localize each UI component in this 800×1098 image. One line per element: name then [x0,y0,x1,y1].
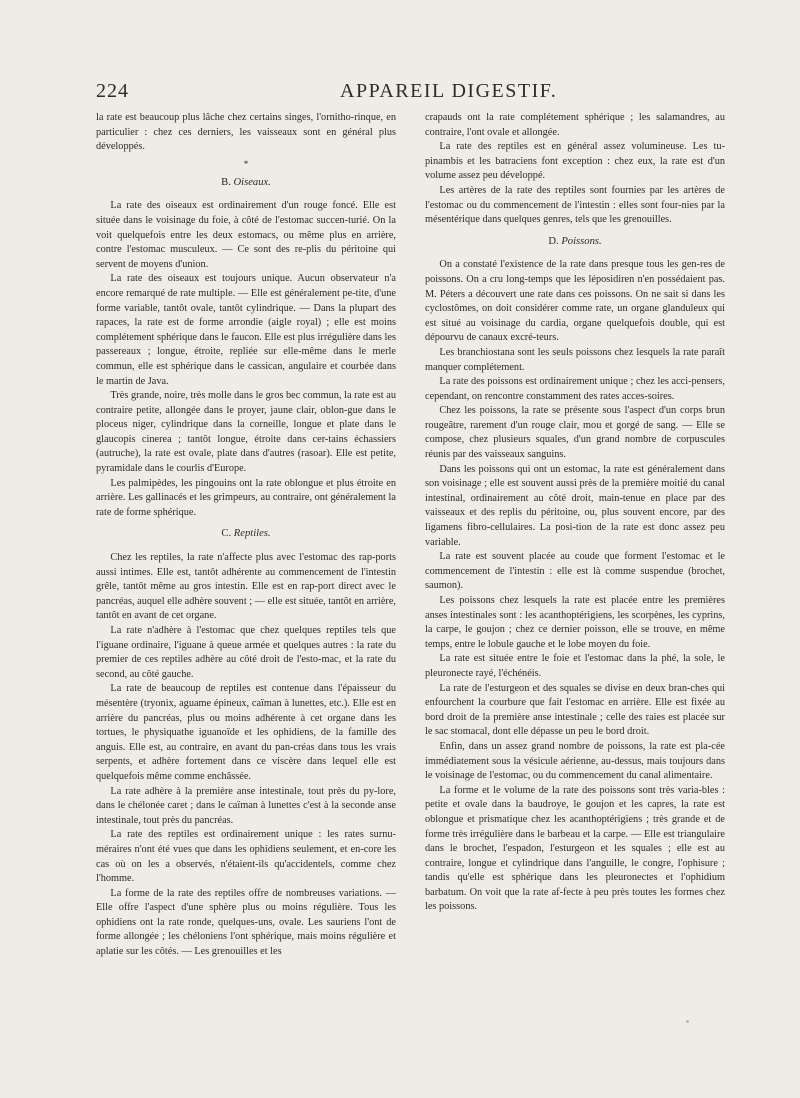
paragraph: La rate de beaucoup de reptiles est contenue dans l'épaisseur du mésentère (tryonix, aguame épineux, caïman à lunettes, etc.). Elle est en arrière du pancréas, plus ou moins adhérente à cet organe dans les tortues, le physiquathe iguanoïde et les ophidiens, de la famille des anguis. Elle est, au contraire, en avant du pan-créas dans tous les vrais serpents, et adhère fortement dans ce viscère dans lequel elle est quelquefois même comme enchâssée. [96,683,396,782]
paragraph: Chez les poissons, la rate se présente sous l'aspect d'un corps brun rougeâtre, rarement d'un rouge clair, mou et gorgé de sang. — Elle se compose, chez plusieurs squales, d'un grand nombre de corpuscules réunis par des vaisseaux sanguins. [425,405,725,461]
section-letter: C. [221,528,232,540]
section-name: Reptiles. [233,528,271,540]
paragraph: La rate est située entre le foie et l'estomac dans la phé, la sole, le pleuronecte rayé, l'échénéis. [425,653,725,679]
paragraph: Dans les poissons qui ont un estomac, la rate est généralement dans son voisinage ; elle est souvent aussi près de la première moitié du canal intestinal, ordinairement au côté droit, main-tenue en place par des vaisseaux et des replis du péritoine, ou, plus souvent encore, par des ligamens fibro-cellulaires. La posi-tion de la rate est donc assez peu variable. [425,463,725,548]
paragraph: La rate adhère à la première anse intestinale, tout près du py-lore, dans le chélonée caret ; dans le caïman à lunettes c'est à la seconde anse intestinale, tout près du pancréas. [96,785,396,826]
section-heading-poissons [425,235,725,250]
section-name: Oiseaux. [233,176,271,188]
paragraph: La rate des oiseaux est ordinairement d'un rouge foncé. Elle est située dans le voisinage du foie, à côté de l'estomac succen-turié. On la voit quelquefois entre les deux estomacs, ou même plus en arrière, contre l'estomac musculeux. — Ce sont des re-plis du péritoine qui servent de moyens d'union. [96,200,396,270]
paragraph: Les poissons chez lesquels la rate est placée entre les premières anses intestinales sont : les acanthoptérigiens, les scorpènes, les cyprins, la carpe, le goujon ; chez ce dernier poisson, elle se trouve, en même temps, entre le lobule gauche et le lobe moyen du foie. [425,595,725,650]
right-column [425,111,725,915]
paragraph: La rate des oiseaux est toujours unique. Aucun observateur n'a encore remarqué de rate multiple. — Elle est généralement pe-tite, d'une forme variable, tantôt ovale, tantôt cylindrique. — Dans la plupart des rapaces, la rate est de forme arrondie (aigle royal) ; elle est moins complétement sphérique dans le faucon. Elle est plus irrégulière dans les passereaux ; longue, étroite, repliée sur elle-même dans le merle commun, elle est sphérique dans le cassican, angulaire et courbée dans le martin de Java. [96,273,396,387]
paragraph: La forme de la rate des reptiles offre de nombreuses variations. — Elle offre l'aspect d'une sphère plus ou moins régulière. Tous les ophidiens ont la rate ronde, quelques-uns, ovale. Les sauriens l'ont de forme allongée ; les chéloniens l'ont sphérique, mais moins régulière et aplatie sur les côtés. — Les grenouilles et les [96,887,396,958]
running-title: APPAREIL DIGESTIF. [340,80,558,102]
paragraph: La rate n'adhère à l'estomac que chez quelques reptiles tels que l'iguane ordinaire, l'iguane à queue armée et quelques autres : la rate du premier de ces reptiles adhère au côté droit de l'esto-mac, et la rate du second, au côté gauche. [96,625,396,680]
paragraph: Les palmipèdes, les pingouins ont la rate oblongue et plus étroite en arrière. Les gallinacés et les grimpeurs, au contraire, ont généralement la rate de forme sphérique. [96,477,396,518]
section-letter: D. [548,235,559,247]
section-heading-reptiles [96,527,396,542]
paragraph: Très grande, noire, très molle dans le gros bec commun, la rate est au contraire petite, allongée dans le proyer, jaune clair, oblon-gue dans le ploceus niger, cylindrique dans la corneille, longue et plate dans le glaucopis cinerea ; tantôt longue, étroite dans cer-tains échassiers (autruche), la rate est ovale, plate dans d'autres (rasoar). Elle est petite, pyramidale dans le courlis d'Europe. [96,390,396,475]
paragraph: La rate de l'esturgeon et des squales se divise en deux bran-ches qui enfourchent la courbure que fait l'estomac en arrière. Elle est fixée au bord droit de la première anse intestinale ; celle des raies est placée sur le sac stomacal, dont elle dépasse un peu le bord droit. [425,682,725,738]
section-heading-oiseaux [96,176,396,191]
paragraph: Chez les reptiles, la rate n'affecte plus avec l'estomac des rap-ports aussi intimes. Elle est, tantôt adhérente au commencement de l'intestin grêle, tantôt même au gros intestin. Elle est en rap-port direct avec le pancréas, auquel elle adhère souvent ; — elle est située, tantôt en arrière, tantôt en avant de cet organe. [96,552,396,622]
paragraph: Enfin, dans un assez grand nombre de poissons, la rate est pla-cée immédiatement sous la vésicule aérienne, au-dessus, mais toujours dans le voisinage de l'estomac, ou du commencement du canal alimentaire. [425,740,725,782]
section-letter: B. [221,176,231,188]
paragraph: La rate des poissons est ordinairement unique ; chez les acci-pensers, cependant, on rencontre constamment des rates acces-soires. [425,376,725,402]
paragraph: la rate est beaucoup plus lâche chez certains singes, l'ornitho-rinque, en particulier : chez ces derniers, les vaisseaux sont en général plus développés. [96,112,396,153]
ornament-star: * [243,158,249,169]
paragraph: Les artères de la rate des reptiles sont fournies par les artères de l'estomac ou du commencement de l'intestin : elles sont four-nies par la mésentérique dans quelques genres, tels que les grenouilles. [425,184,725,226]
section-name: Poissons. [561,235,602,247]
paragraph: On a constaté l'existence de la rate dans presque tous les gen-res de poissons. On a cru long-temps que les léposidiren n'en possédaient pas. M. Péters a découvert une rate dans ces poissons. On ne sait si dans les cyclostômes, on doit considérer comme rate, un organe glanduleux qui est situé au voisinage du cardia, organe quelquefois double, qui est dépourvu de canaux excré-teurs. [425,259,725,344]
paragraph: crapauds ont la rate complétement sphérique ; les salamandres, au contraire, l'ont ovale et allongée. [425,112,725,138]
page-number: 224 [96,80,129,102]
paragraph: La rate des reptiles est en général assez volumineuse. Les tu-pinambis et les batraciens font exception : chez eux, la rate est d'un volume assez peu développé. [425,141,725,182]
left-column [96,111,396,960]
paragraph: La rate est souvent placée au coude que forment l'estomac et le commencement de l'intestin : elle est là comme suspendue (brochet, saumon). [425,551,725,592]
paragraph: La forme et le volume de la rate des poissons sont très varia-bles : petite et ovale dans la baudroye, le goujon et les capres, la rate est oblongue et prismatique chez les acanthoptérigiens ; très grande et de forme très irrégulière dans le barbeau et la carpe. — Elle est triangulaire dans le brochet, l'espadon, l'esturgeon et les squales ; elle est au contraire, longue et cylindrique dans l'anguille, le congre, l'ophisure ; tandis qu'elle est sphérique dans les pleuronectes et l'ophidium barbatum. On voit que la rate af-fecte à peu près toutes les formes chez les poissons. [425,784,725,913]
paper-speck [686,1020,689,1023]
paragraph: Les branchiostana sont les seuls poissons chez lesquels la rate paraît manquer complétement. [425,346,725,373]
paragraph: La rate des reptiles est ordinairement unique : les rates surnu-méraires n'ont été vues que dans les ophidiens seulement, et en-core les cas où on les a observés, n'étaient-ils qu'accidentels, comme chez l'homme. [96,829,396,885]
